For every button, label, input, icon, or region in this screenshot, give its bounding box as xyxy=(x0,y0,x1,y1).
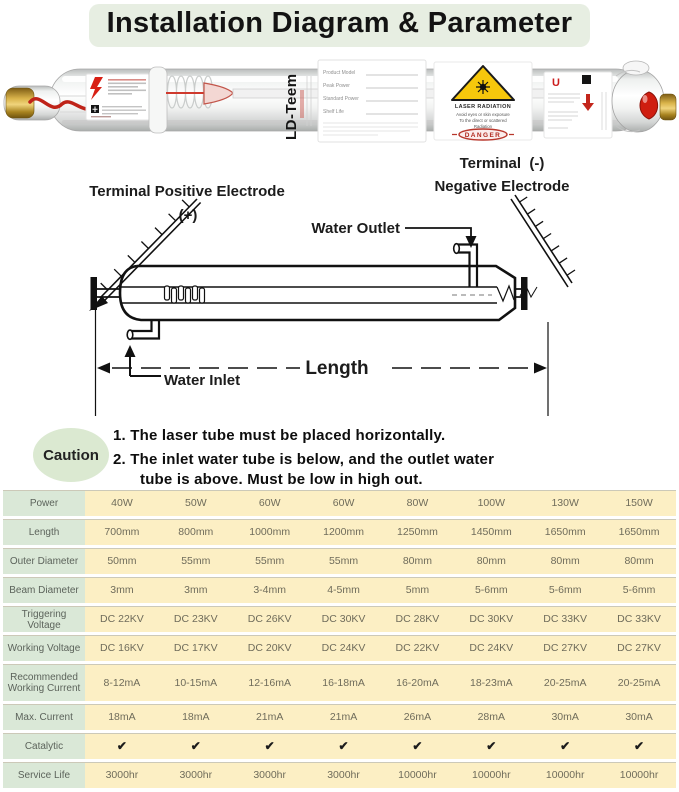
warning-line2: To the direct or scattered xyxy=(459,118,507,123)
cell-value: ✔ xyxy=(602,733,676,759)
cell-value: 18-23mA xyxy=(454,664,528,701)
cell-value: 4-5mm xyxy=(307,577,381,603)
cell-value: ✔ xyxy=(528,733,602,759)
table-row xyxy=(3,548,676,574)
laser-sunburst-icon xyxy=(476,80,490,94)
cell-value: 150W xyxy=(602,490,676,516)
cell-value: ✔ xyxy=(85,733,159,759)
cell-value: 3-4mm xyxy=(233,577,307,603)
cell-value: 3000hr xyxy=(159,762,233,788)
table-row xyxy=(3,490,676,516)
glass-collar xyxy=(149,67,167,133)
cell-value: 20-25mA xyxy=(602,664,676,701)
cell-value: 10000hr xyxy=(454,762,528,788)
cell-value: 3mm xyxy=(159,577,233,603)
cell-value: DC 16KV xyxy=(85,635,159,661)
cell-value: 1000mm xyxy=(233,519,307,545)
u-mark: U xyxy=(552,77,560,89)
spec-field-3: Standard Power xyxy=(323,96,359,102)
cell-value: 21mA xyxy=(307,704,381,730)
cell-value: ✔ xyxy=(159,733,233,759)
terminal-positive-sign: (+) xyxy=(178,207,198,224)
glass-nipple xyxy=(623,61,649,75)
cap-stubs xyxy=(97,289,521,297)
cell-value: 100W xyxy=(454,490,528,516)
row-label: Service Life xyxy=(3,762,85,788)
cell-value: 130W xyxy=(528,490,602,516)
cell-value: 80mm xyxy=(454,548,528,574)
bore-break xyxy=(497,286,514,301)
parameter-table xyxy=(3,490,676,791)
cell-value: 3000hr xyxy=(85,762,159,788)
cell-value: DC 30KV xyxy=(454,606,528,632)
cell-value: DC 33KV xyxy=(528,606,602,632)
cell-value: DC 33KV xyxy=(602,606,676,632)
cell-value: 10000hr xyxy=(381,762,455,788)
caution-item-1: 1. The laser tube must be placed horizontally. xyxy=(113,427,446,444)
table-row xyxy=(3,664,676,701)
cell-value: 40W xyxy=(85,490,159,516)
right-arrow-icon xyxy=(534,363,547,374)
installation-diagram xyxy=(0,150,679,424)
cell-value: DC 27KV xyxy=(528,635,602,661)
cell-value: 1650mm xyxy=(528,519,602,545)
cell-value: 80mm xyxy=(602,548,676,574)
cathode-terminal-wire xyxy=(511,195,575,287)
row-label: Power xyxy=(3,490,85,516)
cell-value: 3000hr xyxy=(233,762,307,788)
cell-value: 5-6mm xyxy=(528,577,602,603)
cell-value: 80mm xyxy=(381,548,455,574)
cell-value: 3000hr xyxy=(307,762,381,788)
caution-item-2-line-2: tube is above. Must be low in high out. xyxy=(140,471,423,488)
cell-value: 50mm xyxy=(85,548,159,574)
row-label: Outer Diameter xyxy=(3,548,85,574)
water-inlet-label: Water Inlet xyxy=(164,372,241,389)
row-label: Beam Diameter xyxy=(3,577,85,603)
row-label: Recommended Working Current xyxy=(3,664,85,701)
cell-value: DC 22KV xyxy=(381,635,455,661)
warning-line1: Avoid eyes or skin exposure xyxy=(456,112,510,117)
cell-value: 30mA xyxy=(528,704,602,730)
water-inlet-pointer xyxy=(125,345,162,376)
cell-value: 3mm xyxy=(85,577,159,603)
table-row xyxy=(3,704,676,730)
cell-value: DC 20KV xyxy=(233,635,307,661)
cell-value: 20-25mA xyxy=(528,664,602,701)
red-cathode-element xyxy=(640,92,658,119)
cell-value: 60W xyxy=(233,490,307,516)
negative-electrode-label: Negative Electrode xyxy=(434,178,570,195)
spec-field-4: Shelf Life xyxy=(323,109,344,115)
cell-value: DC 30KV xyxy=(307,606,381,632)
cell-value: 1250mm xyxy=(381,519,455,545)
laser-warning-label xyxy=(434,62,532,140)
cell-value: 80mm xyxy=(528,548,602,574)
cell-value: 1650mm xyxy=(602,519,676,545)
cell-value: DC 26KV xyxy=(233,606,307,632)
cell-value: 18mA xyxy=(159,704,233,730)
cell-value: ✔ xyxy=(454,733,528,759)
outlet-direction-label xyxy=(544,72,612,138)
cell-value: 18mA xyxy=(85,704,159,730)
cell-value: 50W xyxy=(159,490,233,516)
page-title-wrap xyxy=(0,4,679,47)
warning-line3: Radiation xyxy=(473,124,493,129)
cell-value: 12-16mA xyxy=(233,664,307,701)
cell-value: 800mm xyxy=(159,519,233,545)
cell-value: 26mA xyxy=(381,704,455,730)
terminal-positive-label: Terminal Positive Electrode xyxy=(89,183,285,200)
cell-value: ✔ xyxy=(381,733,455,759)
hv-warning-label xyxy=(86,74,152,120)
cathode-gold-tip xyxy=(660,94,676,120)
cell-value: DC 28KV xyxy=(381,606,455,632)
cell-value: DC 24KV xyxy=(307,635,381,661)
cell-value: DC 22KV xyxy=(85,606,159,632)
water-inlet-pipe xyxy=(127,320,159,339)
danger-text: DANGER xyxy=(464,131,502,139)
brand-vertical-text: LD-Teem xyxy=(283,73,300,140)
laser-tube-photo xyxy=(0,56,679,148)
cell-value: 16-20mA xyxy=(381,664,455,701)
cell-value: 21mA xyxy=(233,704,307,730)
spec-field-1: Product Model xyxy=(323,70,356,76)
cell-value: 8-12mA xyxy=(85,664,159,701)
cell-value: ✔ xyxy=(307,733,381,759)
table-row xyxy=(3,577,676,603)
row-label: Triggering Voltage xyxy=(3,606,85,632)
caution-item-2-line-1: 2. The inlet water tube is below, and the outlet water xyxy=(113,451,495,468)
left-arrow-icon xyxy=(97,363,110,374)
table-row xyxy=(3,519,676,545)
cell-value: 10000hr xyxy=(528,762,602,788)
down-arrow-icon xyxy=(466,236,477,248)
table-row xyxy=(3,733,676,759)
cell-value: 5mm xyxy=(381,577,455,603)
cell-value: 28mA xyxy=(454,704,528,730)
cell-value: 700mm xyxy=(85,519,159,545)
laser-radiation-text: LASER RADIATION xyxy=(454,104,512,110)
cell-value: 60W xyxy=(307,490,381,516)
cell-value: 10-15mA xyxy=(159,664,233,701)
cell-value: 55mm xyxy=(233,548,307,574)
cell-value: 1200mm xyxy=(307,519,381,545)
left-end-cap xyxy=(91,277,98,310)
cell-value: DC 17KV xyxy=(159,635,233,661)
table-row xyxy=(3,635,676,661)
cell-value: 10000hr xyxy=(602,762,676,788)
spec-field-2: Peak Power xyxy=(323,83,350,89)
cell-value: 55mm xyxy=(307,548,381,574)
cell-value: 30mA xyxy=(602,704,676,730)
terminal-negative-label: Terminal (-) xyxy=(459,155,545,172)
table-row xyxy=(3,762,676,788)
caution-badge: Caution xyxy=(33,428,109,482)
spec-label xyxy=(318,60,426,142)
black-square-icon xyxy=(582,75,591,84)
caution-item-2 xyxy=(113,450,494,490)
page-title: Installation Diagram & Parameter xyxy=(89,4,591,47)
bellows-marks xyxy=(165,286,205,303)
cell-value: DC 24KV xyxy=(454,635,528,661)
cell-value: 55mm xyxy=(159,548,233,574)
cell-value: ✔ xyxy=(233,733,307,759)
cell-value: 16-18mA xyxy=(307,664,381,701)
row-label: Length xyxy=(3,519,85,545)
cell-value: 1450mm xyxy=(454,519,528,545)
cell-value: DC 23KV xyxy=(159,606,233,632)
up-arrow-icon xyxy=(125,345,136,357)
row-label: Max. Current xyxy=(3,704,85,730)
cell-value: DC 27KV xyxy=(602,635,676,661)
cell-value: 80W xyxy=(381,490,455,516)
water-outlet-label: Water Outlet xyxy=(311,220,400,237)
cell-value: 5-6mm xyxy=(602,577,676,603)
cell-value: 5-6mm xyxy=(454,577,528,603)
table-row xyxy=(3,606,676,632)
row-label: Catalytic xyxy=(3,733,85,759)
row-label: Working Voltage xyxy=(3,635,85,661)
length-label: Length xyxy=(305,358,369,379)
